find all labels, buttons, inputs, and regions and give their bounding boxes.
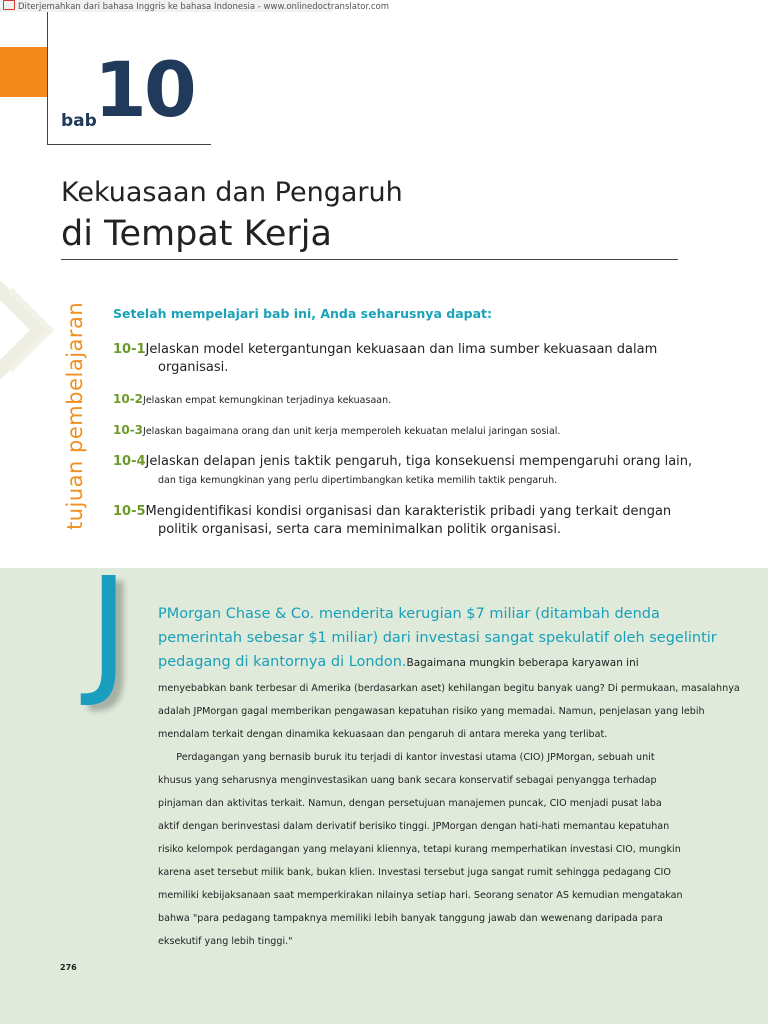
objective-item (113, 392, 391, 406)
orange-accent-block (0, 47, 47, 97)
objective-continuation: politik organisasi, serta cara meminimalkan politik organisasi. (158, 522, 562, 537)
title-rule (61, 259, 678, 260)
chapter-label: bab (61, 111, 97, 131)
story-line: aktif dengan berinvestasi dalam derivatif berisiko tinggi. JPMorgan dengan hati-hati memantau kepatuhan (158, 821, 670, 832)
story-line: mendalam terkait dengan dinamika kekuasaan dan pengaruh di antara mereka yang terlibat. (158, 729, 608, 740)
chapter-frame-vertical (47, 12, 48, 145)
story-line: eksekutif yang lebih tinggi." (158, 936, 293, 947)
objective-item (113, 454, 692, 469)
objective-item (113, 342, 657, 357)
story-line: pinjaman dan aktivitas terkait. Namun, dengan persetujuan manajemen puncak, CIO menjadi pusat laba (158, 798, 662, 809)
story-lead-line: pemerintah sebesar $1 miliar) dari investasi sangat spekulatif oleh segelintir (158, 630, 717, 646)
chapter-title-line1: Kekuasaan dan Pengaruh (61, 177, 403, 208)
story-line: menyebabkan bank terbesar di Amerika (berdasarkan aset) kehilangan begitu banyak uang? Di permukaan, masalahnya (158, 683, 740, 694)
translate-icon (3, 0, 15, 10)
chapter-title-line2: di Tempat Kerja (61, 214, 332, 254)
learning-objectives-side-label: tujuan pembelajaran (63, 301, 87, 530)
story-line: risiko kelompok perdagangan yang melayani kliennya, tetapi kurang memperhatikan investasi CIO, mungkin (158, 844, 681, 855)
story-line: karena aset tersebut milik bank, bukan klien. Investasi tersebut juga sangat rumit sehingga pedagang CIO (158, 867, 671, 878)
objective-continuation: dan tiga kemungkinan yang perlu dipertimbangkan ketika memilih taktik pengaruh. (158, 475, 558, 486)
story-lead-tail: Bagaimana mungkin beberapa karyawan ini (406, 657, 639, 669)
story-line: adalah JPMorgan gagal memberikan pengawasan kepatuhan risiko yang memadai. Namun, penjelasan yang lebih (158, 706, 705, 717)
objective-text: Jelaskan delapan jenis taktik pengaruh, tiga konsekuensi mempengaruhi orang lain, (145, 454, 693, 469)
banner-text: Diterjemahkan dari bahasa Inggris ke bahasa Indonesia - www.onlinedoctranslator.com (18, 2, 390, 12)
objective-number: 10-3 (113, 423, 144, 437)
objective-number: 10-5 (113, 504, 146, 519)
objective-number: 10-1 (113, 342, 146, 357)
objective-item (113, 423, 560, 437)
story-lead-line: PMorgan Chase & Co. menderita kerugian $7 miliar (ditambah denda (158, 606, 660, 622)
drop-cap: J (88, 548, 130, 711)
objective-text: Jelaskan empat kemungkinan terjadinya kekuasaan. (143, 395, 392, 406)
chevron-decoration-icon (0, 280, 60, 380)
objective-text: Mengidentifikasi kondisi organisasi dan karakteristik pribadi yang terkait dengan (145, 504, 672, 519)
story-line: bahwa "para pedagang tampaknya memiliki lebih banyak tanggung jawab dan wewenang daripada para (158, 913, 663, 924)
objective-item (113, 504, 671, 519)
chapter-number: 10 (94, 45, 194, 134)
story-lead-text: pedagang di kantornya di London. (158, 654, 407, 670)
objective-text: Jelaskan model ketergantungan kekuasaan dan lima sumber kekuasaan dalam (145, 342, 658, 357)
translation-banner[interactable] (0, 0, 390, 12)
objective-continuation: organisasi. (158, 360, 229, 375)
chapter-frame-horizontal (47, 144, 211, 145)
story-lead-line (158, 654, 639, 670)
objectives-intro: Setelah mempelajari bab ini, Anda seharusnya dapat: (113, 306, 492, 321)
objective-text: Jelaskan bagaimana orang dan unit kerja memperoleh kekuatan melalui jaringan sosial. (143, 426, 561, 437)
story-line: Perdagangan yang bernasib buruk itu terjadi di kantor investasi utama (CIO) JPMorgan, sebuah unit (158, 752, 655, 763)
story-line: khusus yang seharusnya menginvestasikan uang bank secara konservatif sebagai penyangga terhadap (158, 775, 657, 786)
objective-number: 10-2 (113, 392, 144, 406)
page-number: 276 (60, 963, 77, 972)
story-line: memiliki kebijaksanaan saat memperkirakan nilainya setiap hari. Seorang senator AS kemudian mengatakan (158, 890, 683, 901)
objective-number: 10-4 (113, 454, 146, 469)
